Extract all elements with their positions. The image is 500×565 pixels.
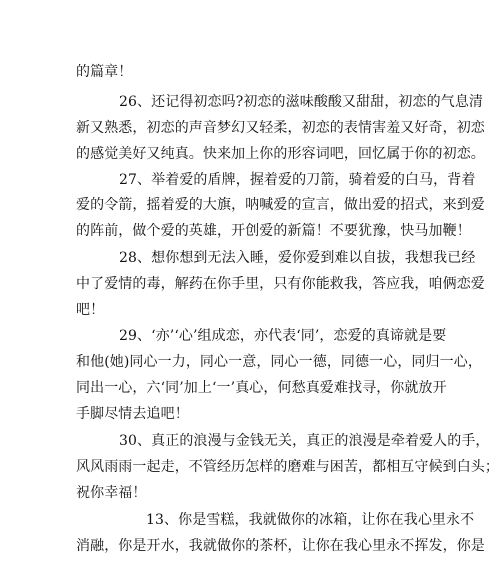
paragraph-28-line-2: 中了爱情的毒，解药在你手里，只有你能救我，答应我，咱俩恋爱: [76, 276, 485, 292]
paragraph-29-line-4: 手脚尽情去追吧！: [76, 406, 189, 422]
paragraph-28-line-3: 吧！: [76, 302, 105, 318]
paragraph-27-line-1: 27、举着爱的盾牌，握着爱的刀箭，骑着爱的白马，背着: [119, 172, 476, 188]
paragraph-30-line-1: 30、真正的浪漫与金钱无关，真正的浪漫是牵着爱人的手，: [119, 433, 490, 449]
paragraph-30-line-2: 风风雨雨一起走，不管经历怎样的磨难与困苦，都相互守候到白头；: [76, 459, 499, 475]
paragraph-29-line-3: 同出一心，六‘同’加上‘一’真心，何愁真爱难找寻，你就放开: [76, 380, 447, 396]
paragraph-13-line-2: 消融，你是开水，我就做你的茶杯，让你在我心里永不挥发，你是: [76, 538, 485, 554]
paragraph-29-line-2: 和他(她)同心一力，同心一意，同心一德，同德一心，同归一心，: [76, 354, 482, 370]
paragraph-29-line-1: 29、‘亦’‘心’组成恋，亦代表‘同’，恋爱的真谛就是要: [119, 328, 447, 344]
paragraph-26-line-2: 新又熟悉，初恋的声音梦幻又轻柔，初恋的表情害羞又好奇，初恋: [76, 120, 485, 136]
paragraph-27-line-3: 的阵前，做个爱的英雄，开创爱的新篇！不要犹豫，快马加鞭！: [76, 223, 471, 239]
paragraph-30-line-3: 祝你幸福！: [76, 485, 147, 501]
paragraph-13-line-1: 13、你是雪糕，我就做你的冰箱，让你在我心里永不: [146, 512, 475, 528]
paragraph-28-line-1: 28、想你想到无法入睡，爱你爱到难以自拔，我想我已经: [119, 250, 476, 266]
paragraph-26-line-3: 的感觉美好又纯真。快来加上你的形容词吧，回忆属于你的初恋。: [76, 146, 485, 162]
paragraph-26-line-1: 26、还记得初恋吗?初恋的滋味酸酸又甜甜，初恋的气息清: [119, 94, 484, 110]
paragraph-27-line-2: 爱的令箭，摇着爱的大旗，呐喊爱的宣言，做出爱的招式，来到爱: [76, 197, 485, 213]
text-line: 的篇章！: [76, 64, 133, 80]
